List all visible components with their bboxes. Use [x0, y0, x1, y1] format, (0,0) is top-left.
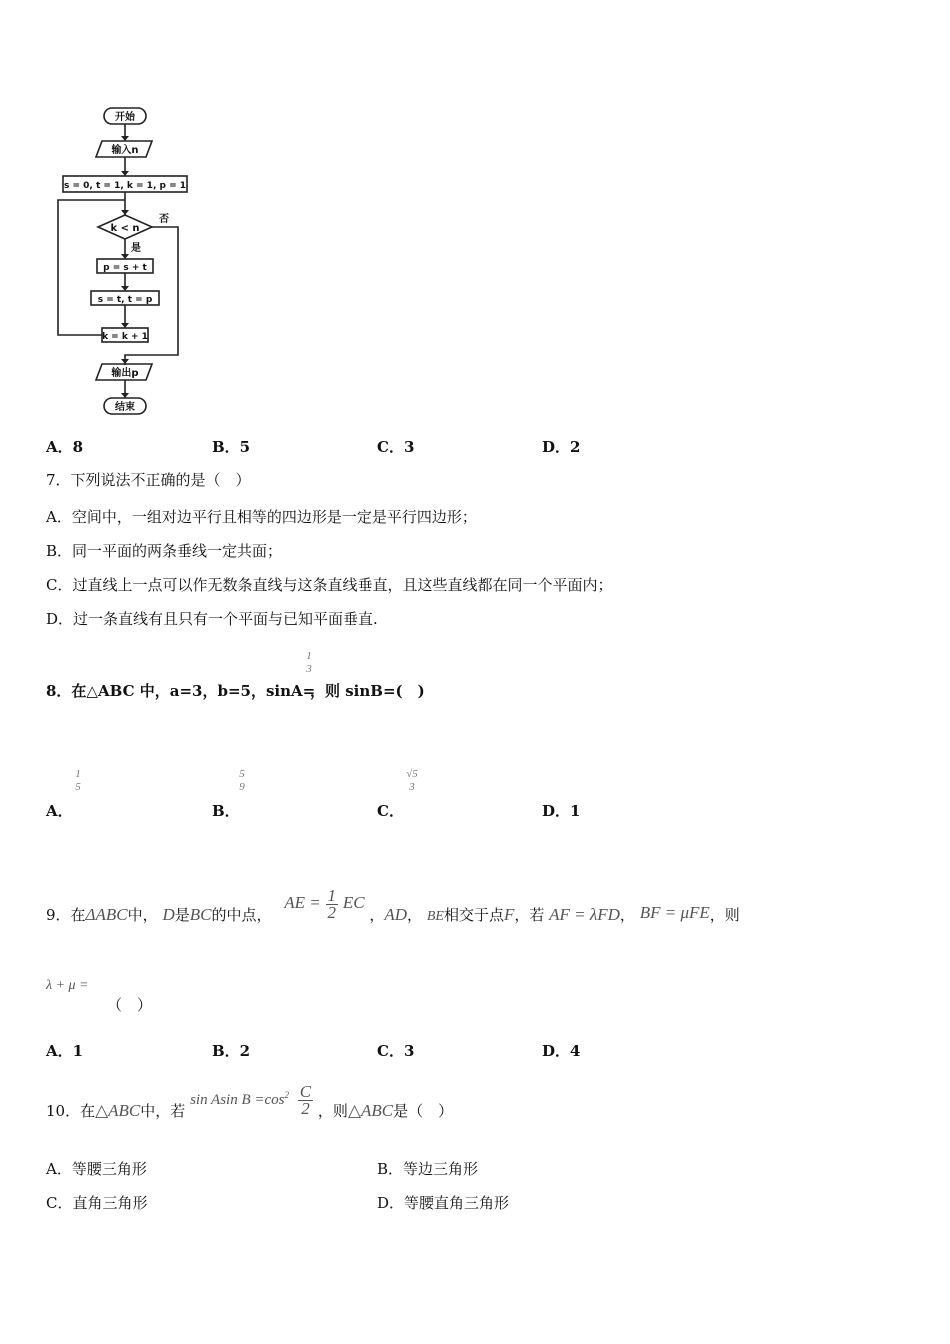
q9-option-b[interactable]: B．2 — [212, 1042, 251, 1060]
flowchart-step2-text: s = t, t = p — [97, 295, 153, 305]
q6-option-c[interactable]: C．3 — [377, 438, 415, 456]
flowchart-end-text: 结束 — [115, 402, 135, 413]
q8-option-b[interactable]: B． — [212, 802, 240, 820]
flowchart-yes-text: 是 — [131, 243, 141, 254]
q9-ae-equation: AE = $\frac{1}{2}$ EC — [284, 885, 365, 922]
flowchart-condition-text: k < n — [110, 223, 140, 234]
q8-stem-suffix: ，则 sinB=( ) — [310, 682, 425, 700]
q8-option-c[interactable]: C． — [377, 802, 404, 820]
q10-option-a[interactable]: A．等腰三角形 — [46, 1160, 147, 1178]
q7-option-a[interactable]: A．空间中，一组对边平行且相等的四边形是一定是平行四边形； — [46, 508, 477, 526]
flowchart — [40, 100, 220, 420]
q8-option-d[interactable]: D．1 — [542, 802, 581, 820]
q8-sina-den: 3 — [306, 663, 312, 675]
flowchart-init-text: s = 0, t = 1, k = 1, p = 1 — [63, 181, 187, 191]
q6-option-b[interactable]: B．5 — [212, 438, 251, 456]
q9-option-a[interactable]: A．1 — [46, 1042, 84, 1060]
q8-sina-num: 1 — [306, 650, 312, 662]
q10-stem: 10．在△ABC中，若 sin Asin $B =\cos^2$ $\frac{C}{2}$ ，则△ABC是（ ） — [46, 1072, 453, 1142]
flowchart-output-text: 输出p — [111, 368, 139, 379]
flowchart-step1-text: p = s + t — [103, 263, 147, 273]
q10-option-c[interactable]: C．直角三角形 — [46, 1194, 148, 1212]
q8-option-a[interactable]: A． — [46, 802, 73, 820]
q7-option-d[interactable]: D．过一条直线有且只有一个平面与已知平面垂直. — [46, 610, 378, 628]
q8-sina-fraction — [302, 650, 316, 676]
q6-option-a[interactable]: A．8 — [46, 438, 84, 456]
q7-option-c[interactable]: C．过直线上一点可以作无数条直线与这条直线垂直，且这些直线都在同一个平面内； — [46, 576, 613, 594]
q10-equation: sin Asin $B =\cos^2$ $\frac{C}{2}$ — [190, 1081, 312, 1118]
q8-option-c-fraction: √5 3 — [406, 768, 418, 793]
flowchart-no-text: 否 — [159, 214, 169, 225]
q8-option-b-fraction: 5 9 — [239, 768, 245, 793]
q6-option-d[interactable]: D．2 — [542, 438, 581, 456]
flowchart-step3-text: k = k + 1 — [102, 332, 148, 342]
q9-option-c[interactable]: C．3 — [377, 1042, 415, 1060]
q10-option-b[interactable]: B．等边三角形 — [377, 1160, 479, 1178]
flowchart-input-text: 输入n — [111, 145, 139, 156]
q9-option-d[interactable]: D．4 — [542, 1042, 581, 1060]
q7-option-b[interactable]: B．同一平面的两条垂线一定共面； — [46, 542, 283, 560]
q9-paren: （ ） — [107, 996, 153, 1014]
q8-option-a-fraction: 1 5 — [75, 768, 81, 793]
q8-stem-prefix: 8．在△ABC 中，a=3，b=5，sinA= — [46, 682, 316, 700]
q7-stem: 7．下列说法不正确的是（ ） — [46, 471, 251, 489]
flowchart-start-text: 开始 — [115, 112, 135, 123]
q9-stem: 9．在ΔABC中， D是BC的中点， AE = $\frac{1}{2}$ EC ，AD， BE相交于点F，若 AF = λFD， BF = μFE，则 — [46, 880, 740, 950]
q10-option-d[interactable]: D．等腰直角三角形 — [377, 1194, 510, 1212]
q9-lambda-mu: λ + μ = — [46, 978, 89, 993]
